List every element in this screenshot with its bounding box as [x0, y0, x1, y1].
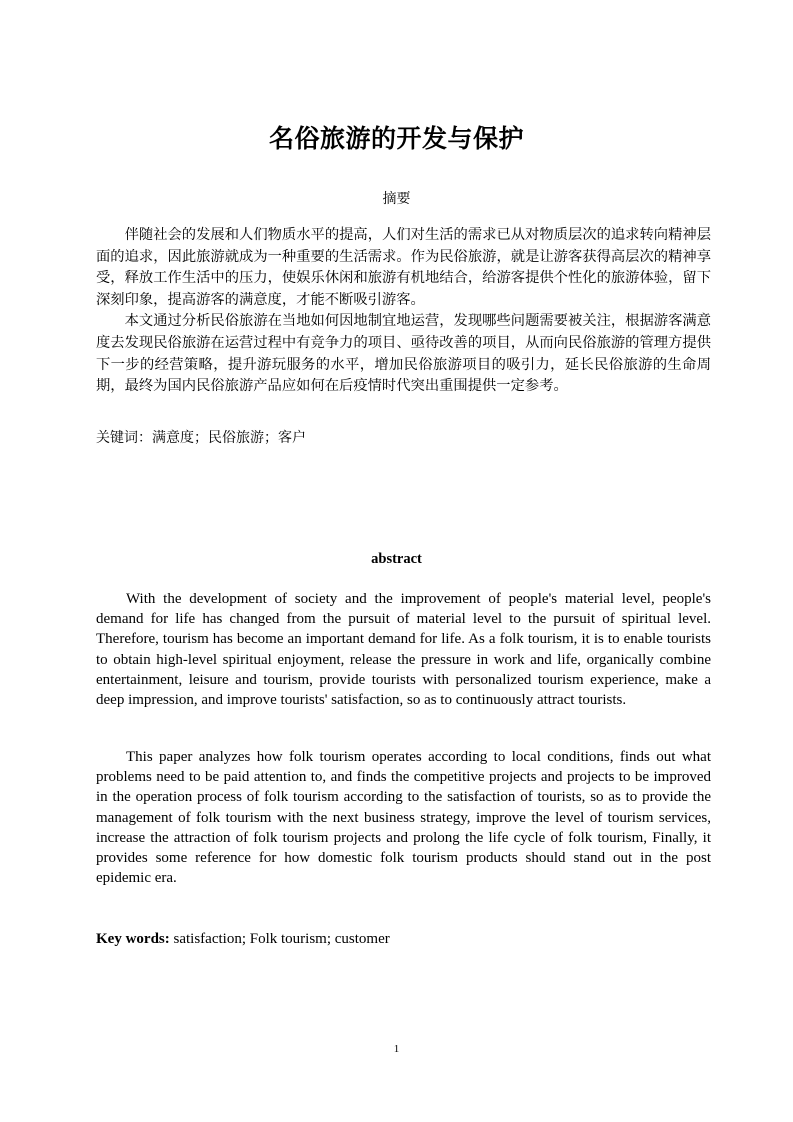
cn-abstract-heading: 摘要 — [382, 191, 411, 207]
document-title: 名俗旅游的开发与保护 — [268, 124, 524, 153]
en-abstract-heading: abstract — [371, 551, 422, 567]
en-abstract-body-2 — [96, 747, 711, 888]
en-keywords-list: satisfaction; Folk tourism; customer — [169, 931, 390, 947]
en-abstract-paragraph-2: This paper analyzes how folk tourism operates according to local conditions, finds out what problems need to be paid attention to, and finds the competitive projects and projects to be improved in the operation process of folk tourism according to the satisfaction of tourists, so as to provide the management of folk tourism with the next business strategy, improve the level of tourism services, increase the attraction of folk tourism projects and prolong the life cycle of folk tourism, Finally, it provides some reference for how domestic folk tourism products should stand out in the post epidemic era. — [96, 749, 711, 887]
cn-abstract-body — [96, 225, 711, 398]
cn-keywords-list: 满意度；民俗旅游；客户 — [152, 430, 306, 446]
cn-abstract-paragraph-1: 伴随社会的发展和人们物质水平的提高，人们对生活的需求已从对物质层次的追求转向精神层面的追求，因此旅游就成为一种重要的生活需求。作为民俗旅游，就是让游客获得高层次的精神享受，释放工作生活中的压力，使娱乐休闲和旅游有机地结合，给游客提供个性化的旅游体验，留下深刻印象，提高游客的满意度，才能不断吸引游客。 — [96, 227, 711, 308]
cn-keywords-label: 关键词： — [96, 430, 152, 446]
en-abstract-body-1 — [96, 589, 711, 710]
cn-keywords — [96, 428, 711, 448]
en-keywords-label: Key words: — [96, 931, 170, 947]
page-number: 1 — [393, 1043, 400, 1055]
cn-abstract-paragraph-2: 本文通过分析民俗旅游在当地如何因地制宜地运营，发现哪些问题需要被关注，根据游客满意度去发现民俗旅游在运营过程中有竞争力的项目、亟待改善的项目，从而向民俗旅游的管理方提供下一步的经营策略，提升游玩服务的水平，增加民俗旅游项目的吸引力，延长民俗旅游的生命周期，最终为国内民俗旅游产品应如何在后疫情时代突出重围提供一定参考。 — [96, 313, 711, 395]
en-abstract-paragraph-1: With the development of society and the improvement of people's material level, people's demand for life has changed from the pursuit of material level to the pursuit of spiritual level. Therefore, tourism has become an important demand for life. As a folk tourism, it is to enable tourists to obtain high-level spiritual enjoyment, release the pressure in work and life, organically combine entertainment, leisure and tourism, provide tourists with personalized tourism experience, make a deep impression, and improve tourists' satisfaction, so as to continuously attract tourists. — [96, 591, 711, 709]
en-keywords — [96, 929, 711, 949]
